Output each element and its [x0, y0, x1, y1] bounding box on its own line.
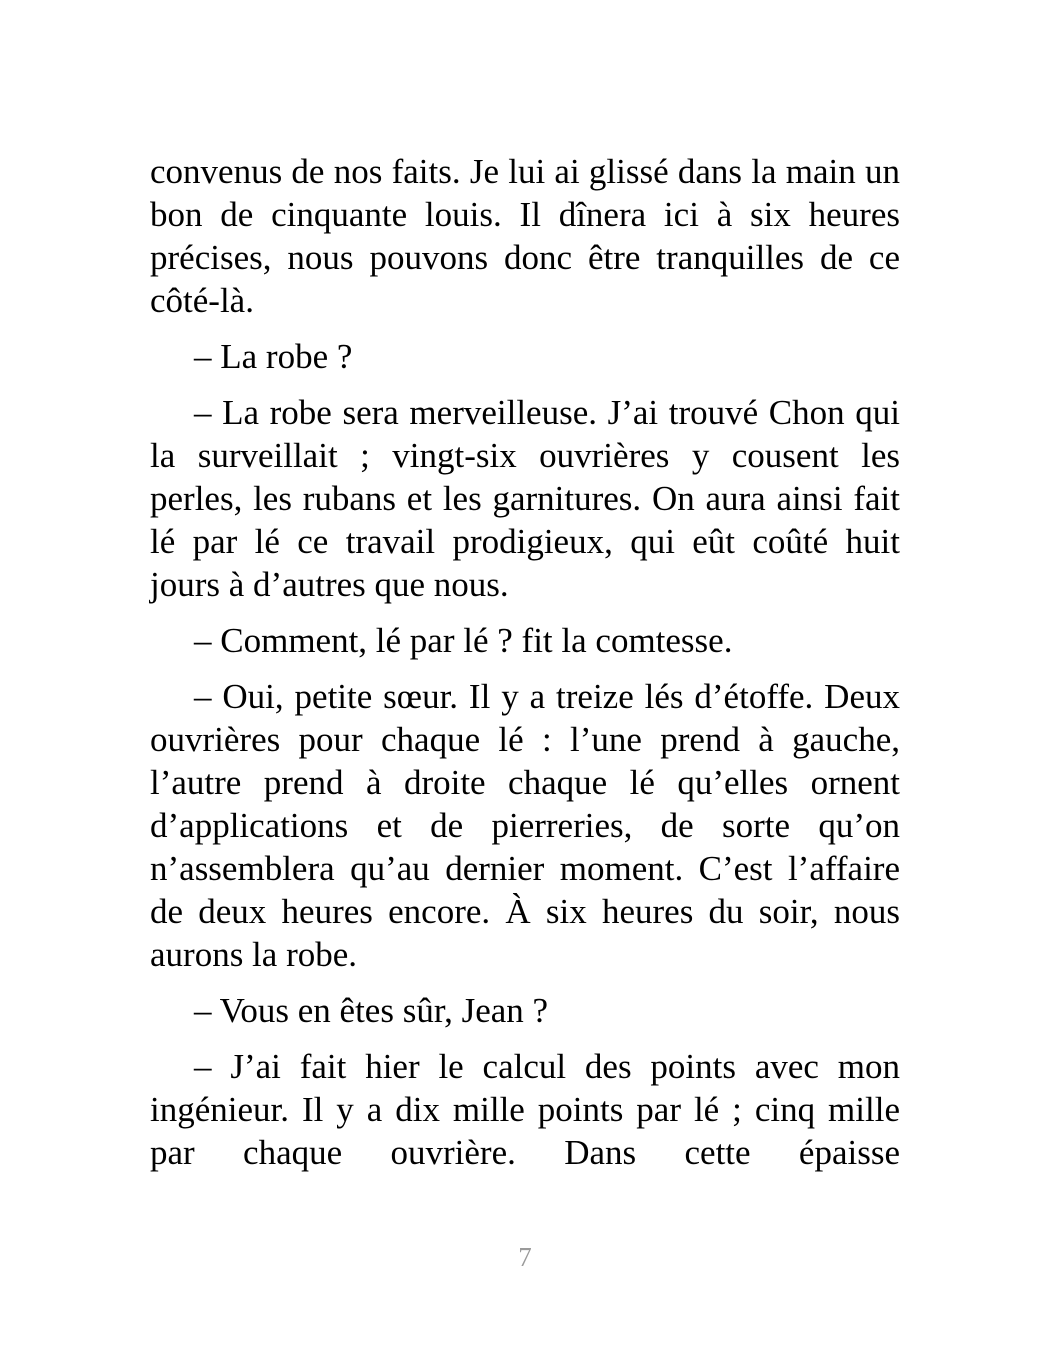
page-number: 7: [518, 1242, 532, 1272]
paragraph-dialogue: – Vous en êtes sûr, Jean ?: [194, 991, 549, 1030]
paragraph-dialogue: – La robe ?: [194, 337, 353, 376]
paragraph-dialogue: – Oui, petite sœur. Il y a treize lés d’étoffe. Deux ouvrières pour chaque lé : l’une prend à gauche, l’autre prend à droite chaque lé qu’elles ornent d’applications et de pierreries, de sorte qu’on n’assemblera qu’au dernier moment. C’est l’affaire de deux heures encore. À six heures du soir, nous aurons la robe.: [150, 677, 900, 974]
paragraph-continuation: convenus de nos faits. Je lui ai glissé dans la main un bon de cinquante louis. Il dînera ici à six heures précises, nous pouvons donc être tranquilles de ce côté-là.: [150, 152, 900, 320]
paragraph-dialogue: – La robe sera merveilleuse. J’ai trouvé Chon qui la surveillait ; vingt-six ouvrières y cousent les perles, les rubans et les garnitures. On aura ainsi fait lé par lé ce travail prodigieux, qui eût coûté huit jours à d’autres que nous.: [150, 393, 900, 604]
page-text: [150, 150, 900, 1187]
paragraph-dialogue: – Comment, lé par lé ? fit la comtesse.: [194, 621, 733, 660]
paragraph-dialogue: – J’ai fait hier le calcul des points avec mon ingénieur. Il y a dix mille points par lé ; cinq mille par chaque ouvrière. Dans cette épaisse: [150, 1047, 900, 1172]
